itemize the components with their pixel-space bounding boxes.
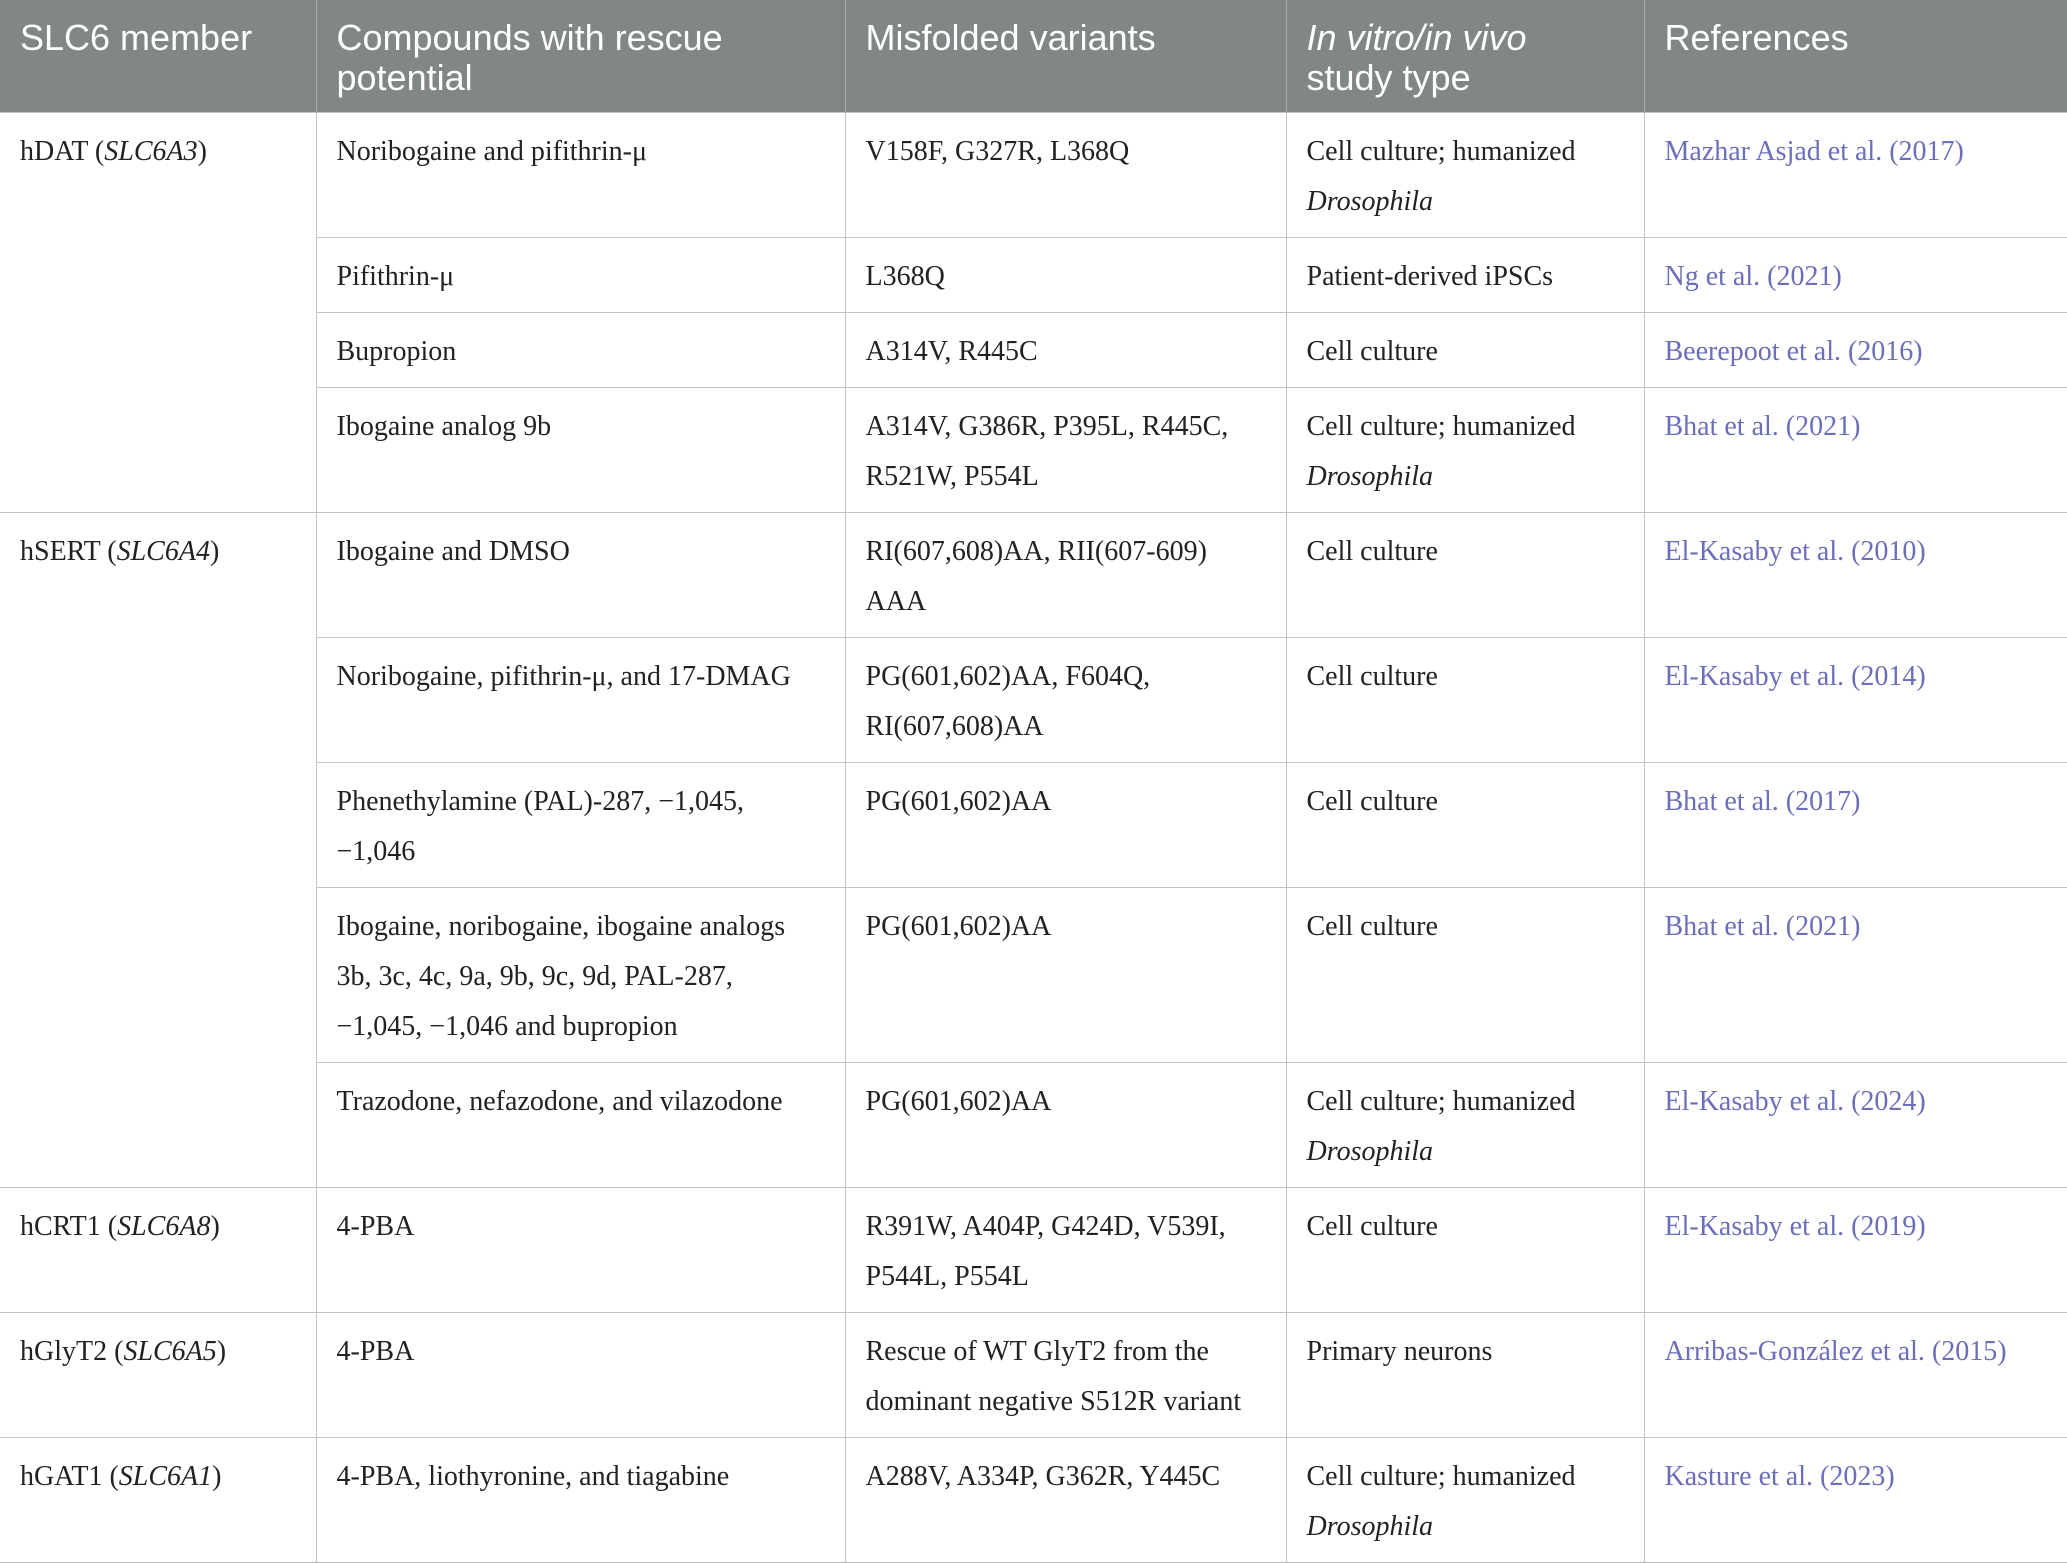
study-type-cell: Cell culture	[1286, 1187, 1644, 1312]
variants-cell: PG(601,602)AA, F604Q, RI(607,608)AA	[845, 637, 1286, 762]
variants-cell: R391W, A404P, G424D, V539I, P544L, P554L	[845, 1187, 1286, 1312]
variants-cell: L368Q	[845, 237, 1286, 312]
compounds-cell: 4-PBA	[316, 1312, 845, 1437]
compounds-cell: Phenethylamine (PAL)-287, −1,045, −1,046	[316, 762, 845, 887]
study-type-cell: Cell culture; humanized Drosophila	[1286, 387, 1644, 512]
member-cell-hgat1: hGAT1 (SLC6A1)	[0, 1437, 316, 1562]
reference-link[interactable]: Ng et al. (2021)	[1644, 237, 2067, 312]
compounds-cell: Noribogaine and pifithrin-μ	[316, 112, 845, 237]
compounds-cell: 4-PBA, liothyronine, and tiagabine	[316, 1437, 845, 1562]
study-type-cell: Cell culture	[1286, 512, 1644, 637]
variants-cell: Rescue of WT GlyT2 from the dominant negative S512R variant	[845, 1312, 1286, 1437]
member-cell-hcrt1: hCRT1 (SLC6A8)	[0, 1187, 316, 1312]
variants-cell: PG(601,602)AA	[845, 1062, 1286, 1187]
study-type-cell: Patient-derived iPSCs	[1286, 237, 1644, 312]
variants-cell: RI(607,608)AA, RII(607-609) AAA	[845, 512, 1286, 637]
header-compounds: Compounds with rescue potential	[316, 0, 845, 112]
table-row	[0, 112, 2067, 237]
study-type-cell: Cell culture; humanized Drosophila	[1286, 112, 1644, 237]
study-type-cell: Cell culture	[1286, 637, 1644, 762]
compounds-cell: Trazodone, nefazodone, and vilazodone	[316, 1062, 845, 1187]
header-study-type: In vitro/in vivo study type	[1286, 0, 1644, 112]
variants-cell: A288V, A334P, G362R, Y445C	[845, 1437, 1286, 1562]
reference-link[interactable]: Beerepoot et al. (2016)	[1644, 312, 2067, 387]
study-type-cell: Cell culture; humanized Drosophila	[1286, 1437, 1644, 1562]
compounds-cell: Bupropion	[316, 312, 845, 387]
compounds-cell: Ibogaine, noribogaine, ibogaine analogs 3b, 3c, 4c, 9a, 9b, 9c, 9d, PAL-287, −1,045, −1,046 and bupropion	[316, 887, 845, 1062]
reference-link[interactable]: Bhat et al. (2017)	[1644, 762, 2067, 887]
variants-cell: A314V, G386R, P395L, R445C, R521W, P554L	[845, 387, 1286, 512]
reference-link[interactable]: Bhat et al. (2021)	[1644, 387, 2067, 512]
study-type-cell: Cell culture	[1286, 312, 1644, 387]
table-row	[0, 1187, 2067, 1312]
study-type-cell: Cell culture	[1286, 887, 1644, 1062]
compounds-cell: Noribogaine, pifithrin-μ, and 17-DMAG	[316, 637, 845, 762]
member-cell-hdat: hDAT (SLC6A3)	[0, 112, 316, 512]
table-row	[0, 1312, 2067, 1437]
header-misfolded-variants: Misfolded variants	[845, 0, 1286, 112]
variants-cell: PG(601,602)AA	[845, 887, 1286, 1062]
member-cell-hglyt2: hGlyT2 (SLC6A5)	[0, 1312, 316, 1437]
header-references: References	[1644, 0, 2067, 112]
variants-cell: V158F, G327R, L368Q	[845, 112, 1286, 237]
reference-link[interactable]: Bhat et al. (2021)	[1644, 887, 2067, 1062]
table-row	[0, 512, 2067, 637]
reference-link[interactable]: El-Kasaby et al. (2019)	[1644, 1187, 2067, 1312]
study-type-cell: Cell culture	[1286, 762, 1644, 887]
reference-link[interactable]: El-Kasaby et al. (2014)	[1644, 637, 2067, 762]
compounds-cell: 4-PBA	[316, 1187, 845, 1312]
compounds-cell: Ibogaine and DMSO	[316, 512, 845, 637]
variants-cell: PG(601,602)AA	[845, 762, 1286, 887]
reference-link[interactable]: Arribas-González et al. (2015)	[1644, 1312, 2067, 1437]
study-type-cell: Primary neurons	[1286, 1312, 1644, 1437]
compounds-cell: Pifithrin-μ	[316, 237, 845, 312]
reference-link[interactable]: El-Kasaby et al. (2010)	[1644, 512, 2067, 637]
member-cell-hsert: hSERT (SLC6A4)	[0, 512, 316, 1187]
compounds-cell: Ibogaine analog 9b	[316, 387, 845, 512]
variants-cell: A314V, R445C	[845, 312, 1286, 387]
reference-link[interactable]: El-Kasaby et al. (2024)	[1644, 1062, 2067, 1187]
reference-link[interactable]: Kasture et al. (2023)	[1644, 1437, 2067, 1562]
reference-link[interactable]: Mazhar Asjad et al. (2017)	[1644, 112, 2067, 237]
table-row	[0, 1437, 2067, 1562]
table-header	[0, 0, 2067, 112]
header-slc6-member: SLC6 member	[0, 0, 316, 112]
header-row	[0, 0, 2067, 112]
study-type-cell: Cell culture; humanized Drosophila	[1286, 1062, 1644, 1187]
